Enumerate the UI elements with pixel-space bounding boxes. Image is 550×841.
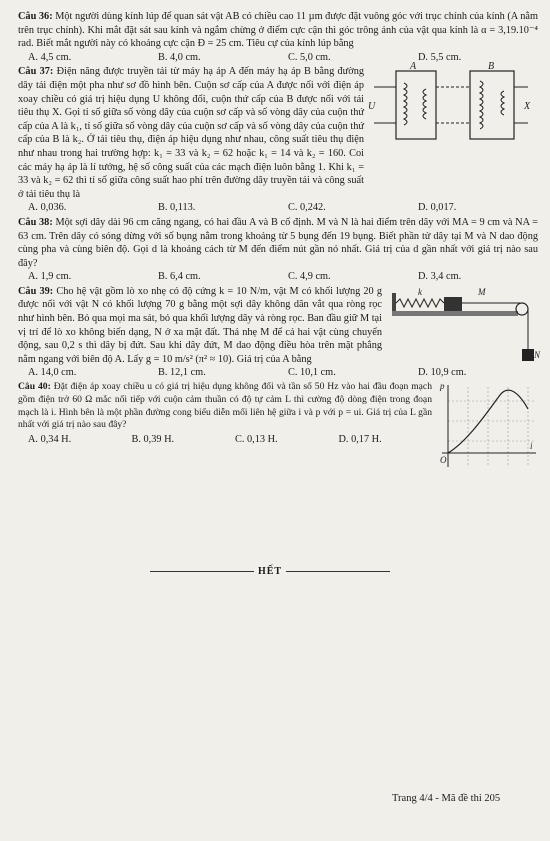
end-text: HẾT bbox=[257, 566, 283, 577]
i-axis-label: i bbox=[530, 441, 533, 452]
question-37 bbox=[18, 65, 364, 201]
transformer-diagram bbox=[368, 61, 538, 147]
option-c[interactable]: C. 0,242. bbox=[288, 202, 326, 214]
coil-b-secondary bbox=[501, 91, 504, 115]
question-38 bbox=[18, 216, 538, 270]
option-c[interactable]: C. 0,13 H. bbox=[235, 434, 278, 446]
options-37 bbox=[18, 201, 538, 215]
coil-a-primary bbox=[404, 83, 407, 125]
question-text: Đặt điện áp xoay chiều u có giá trị hiệu dụng không đổi và tần số 50 Hz vào hai đầu đoạn mạch gồm điện trở 60 Ω mắc nối tiếp với cuộn cảm thuần có độ tự cảm L thì cường độ dòng điện trong đoạn mạch là i. Hình bên là một phần đường cong biểu diễn mối liên hệ giữa i và p với p = ui. Giá trị của L gần nhất với giá trị nào sau đây? bbox=[18, 381, 432, 431]
option-d[interactable]: D. 10,9 cm. bbox=[418, 367, 467, 379]
options-40 bbox=[18, 434, 432, 447]
options-39 bbox=[18, 366, 538, 380]
wall bbox=[392, 293, 396, 313]
option-c[interactable]: C. 4,9 cm. bbox=[288, 271, 331, 283]
option-c[interactable]: C. 5,0 cm. bbox=[288, 51, 331, 63]
transformer-b-box bbox=[470, 71, 514, 139]
question-label: Câu 37: bbox=[18, 66, 54, 78]
option-d[interactable]: D. 0,17 H. bbox=[338, 434, 382, 446]
load-x-label: X bbox=[524, 101, 531, 113]
table-surface bbox=[392, 311, 518, 316]
coil-a-secondary bbox=[423, 89, 426, 119]
option-b[interactable]: B. 12,1 cm. bbox=[158, 367, 206, 379]
transformer-a-label: A bbox=[410, 61, 417, 73]
block-n-label: N bbox=[534, 349, 541, 360]
option-a[interactable]: A. 14,0 cm. bbox=[28, 367, 77, 379]
option-a[interactable]: A. 1,9 cm. bbox=[28, 271, 72, 283]
block-m bbox=[444, 297, 462, 311]
option-a[interactable]: A. 4,5 cm. bbox=[28, 51, 72, 63]
option-b[interactable]: B. 0,39 H. bbox=[131, 434, 175, 446]
question-text: Một sợi dây dài 96 cm căng ngang, có hai đầu A và B cố định. M và N là hai điểm trên dây với MA = 9 cm và NA = 63 cm. Trên dây có sóng dừng với số bụng nằm trong khoảng từ 5 bụng đến 19 bụng. Biết phần tử dây tại M và N dao động cùng pha và cùng biên độ. Gọi d là khoảng cách từ M đến điểm nút gần nó nhất. Giá trị của d gần nhất với giá trị nào sau đây? bbox=[18, 216, 538, 269]
option-b[interactable]: B. 0,113. bbox=[158, 202, 196, 214]
exam-page bbox=[18, 10, 541, 473]
options-36 bbox=[18, 51, 538, 65]
question-37-block bbox=[18, 61, 538, 201]
question-text: Cho hệ vật gồm lò xo nhẹ có độ cứng k = 10 N/m, vật M có khối lượng 20 g được nối với vật N có khối lượng 70 g bằng một sợi dây không dãn vắt qua ròng rọc như hình bên. Bỏ qua mọi ma sát, bỏ qua khối lượng dây và ròng rọc. Ban đầu giữ M tại vị trí để lò xo không biến dạng, N ở xa mặt đất. Thả nhẹ M để cả hai vật cùng chuyển động, sau 0,2 s thì dây bị đứt. Sau khi dây đứt, M dao động điều hòa trên mặt phẳng nằm ngang với biên độ A. Lấy g = 10 m/s² (π² ≈ 10). Giá trị của A bằng bbox=[18, 285, 382, 365]
block-n bbox=[522, 349, 534, 361]
option-a[interactable]: A. 0,34 H. bbox=[28, 434, 72, 446]
spring bbox=[396, 299, 444, 307]
coil-b-primary bbox=[480, 81, 483, 129]
page-footer: Trang 4/4 - Mã đề thi 205 bbox=[392, 793, 501, 804]
question-40-block bbox=[18, 381, 538, 473]
question-label: Câu 40: bbox=[18, 381, 51, 393]
origin-label: O bbox=[440, 455, 447, 466]
p-i-graph bbox=[438, 381, 538, 473]
spring-pulley-diagram bbox=[388, 285, 541, 365]
question-39-block bbox=[18, 285, 541, 367]
question-40 bbox=[18, 381, 432, 432]
question-39 bbox=[18, 285, 382, 367]
option-c[interactable]: C. 10,1 cm. bbox=[288, 367, 336, 379]
p-axis-label: p bbox=[440, 381, 445, 392]
transformer-b-label: B bbox=[488, 61, 495, 73]
source-u-label: U bbox=[368, 101, 376, 113]
option-d[interactable]: D. 3,4 cm. bbox=[418, 271, 462, 283]
question-label: Câu 38: bbox=[18, 216, 53, 228]
block-m-label: M bbox=[478, 286, 486, 297]
question-text: Điện năng được truyền tải từ máy hạ áp A đến máy hạ áp B bằng đường dây tải điện một pha như sơ đồ hình bên. Cuộn sơ cấp của A được nối với điện áp xoay chiều có giá trị hiệu dụng U không đổi, cuộn thứ cấp của B được nối với tải tiêu thụ X. Gọi tỉ số giữa số vòng dây của cuộn sơ cấp và số vòng dây của cuộn thứ cấp của A là k₁, tỉ số giữa số vòng dây của cuộn sơ cấp và số vòng dây của cuộn thứ cấp của B là k₂. Ở tải tiêu thụ, điện áp hiệu dụng như nhau, công suất tiêu thụ điện như nhau trong hai trường hợp: k₁ = 33 và k₂ = 62 hoặc k₁ = 14 và k₂ = 160. Coi các máy hạ áp là lí tưởng, hệ số công suất của các mạch điện luôn bằng 1. Khi k₁ = 33 và k₂ = 62 thì tỉ số giữa công suất hao phí trên đường dây truyền tải và công suất ở tải tiêu thụ là bbox=[18, 66, 364, 200]
question-text: Một người dùng kính lúp để quan sát vật AB có chiều cao 11 µm được đặt vuông góc với trục chính của kính (A nằm trên trục chính). Khi mắt đặt sát sau kính và ngắm chừng ở điểm cực cận thì góc trông ảnh của vật qua kính là α = 3,19.10⁻⁴ rad. Biết mắt người này có khoảng cực cận Đ = 25 cm. Tiêu cự của kính lúp bằng bbox=[18, 11, 538, 50]
option-b[interactable]: B. 4,0 cm. bbox=[158, 51, 201, 63]
question-label: Câu 39: bbox=[18, 285, 54, 297]
end-marker bbox=[150, 566, 390, 577]
options-38 bbox=[18, 270, 538, 284]
option-d[interactable]: D. 5,5 cm. bbox=[418, 51, 462, 63]
option-a[interactable]: A. 0,036. bbox=[28, 202, 67, 214]
option-b[interactable]: B. 6,4 cm. bbox=[158, 271, 201, 283]
spring-k-label: k bbox=[418, 286, 422, 297]
transformer-a-box bbox=[396, 71, 436, 139]
option-d[interactable]: D. 0,017. bbox=[418, 202, 457, 214]
question-36 bbox=[18, 10, 538, 51]
pulley bbox=[516, 303, 528, 315]
question-label: Câu 36: bbox=[18, 11, 53, 22]
